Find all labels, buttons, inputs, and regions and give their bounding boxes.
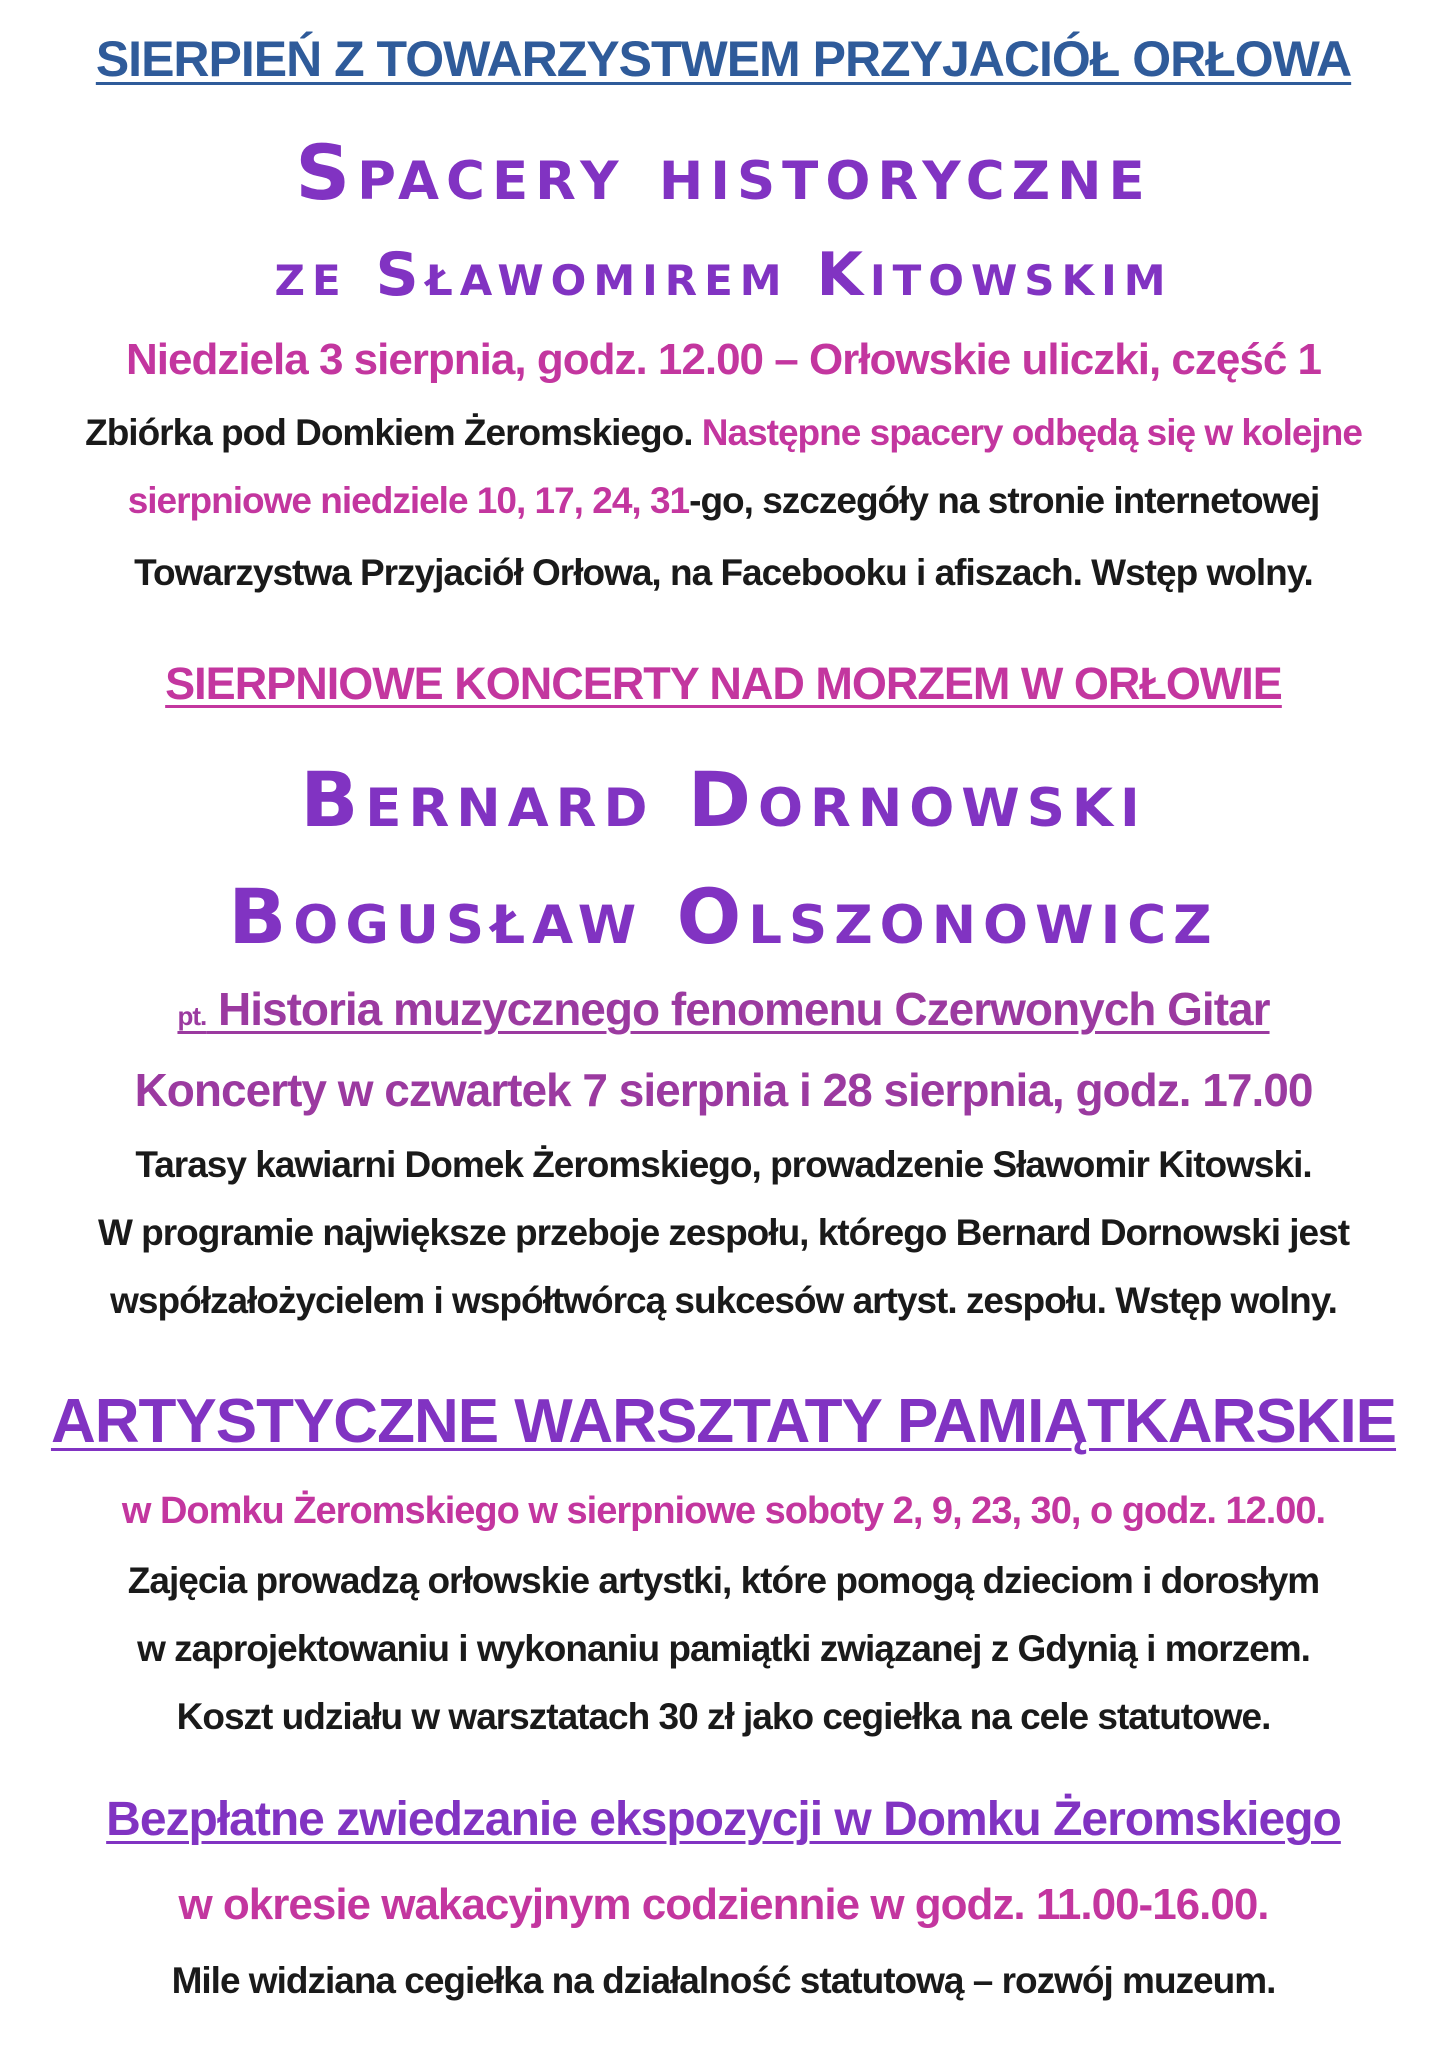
walks-date-line: Niedziela 3 sierpnia, godz. 12.00 – Orłowskie uliczki, część 1 [125, 335, 1321, 384]
workshops-desc-2: w zaprojektowaniu i wykonaniu pamiątki związanej z Gdynią i morzem. [137, 1628, 1310, 1669]
walks-title: Spacery historyczne [295, 128, 1152, 217]
concert-dates: Koncerty w czwartek 7 sierpnia i 28 sierpnia, godz. 17.00 [134, 1064, 1313, 1116]
walks-meeting: Zbiórka pod Domkiem Żeromskiego. [85, 412, 693, 453]
workshops-desc-1: Zajęcia prowadzą orłowskie artystki, które pomogą dzieciom i dorosłym [127, 1560, 1320, 1601]
performer-1: Bernard Dornowski [300, 755, 1147, 844]
concerts-heading: SIERPNIOWE KONCERTY NAD MORZEM W ORŁOWIE [165, 658, 1282, 709]
walks-next-part1: Następne spacery odbędą się w kolejne [701, 412, 1362, 453]
program-title: Historia muzycznego fenomenu Czerwonych Gitar [206, 983, 1270, 1035]
walks-info-line-2 [0, 480, 1447, 522]
workshops-heading: ARTYSTYCZNE WARSZTATY PAMIĄTKARSKIE [50, 1387, 1397, 1456]
program-title-line [0, 982, 1447, 1036]
performer-2: Bogusław Olszonowicz [228, 872, 1219, 961]
pt-prefix: pt. [177, 1001, 207, 1031]
workshops-when: w Domku Żeromskiego w sierpniowe soboty 2, 9, 23, 30, o godz. 12.00. [121, 1490, 1326, 1532]
walks-subtitle: ze Sławomirem Kitowskim [274, 240, 1173, 310]
walks-details-part: -go, szczegóły na stronie internetowej [689, 480, 1320, 521]
poster-title: SIERPIEŃ Z TOWARZYSTWEM PRZYJACIÓŁ ORŁOWA [95, 31, 1352, 87]
walks-info-line-1 [0, 412, 1447, 454]
exhibition-hours: w okresie wakacyjnym codziennie w godz. 11.00-16.00. [178, 1880, 1269, 1929]
concert-desc-3: współzałożycielem i współtwórcą sukcesów artyst. zespołu. Wstęp wolny. [110, 1280, 1337, 1321]
exhibition-note: Mile widziana cegiełka na działalność statutową – rozwój muzeum. [171, 1960, 1276, 2001]
walks-details-line-3: Towarzystwa Przyjaciół Orłowa, na Facebooku i afiszach. Wstęp wolny. [134, 552, 1313, 593]
concert-desc-2: W programie największe przeboje zespołu, którego Bernard Dornowski jest [97, 1212, 1350, 1253]
workshops-desc-3: Koszt udziału w warsztatach 30 zł jako cegiełka na cele statutowe. [176, 1696, 1271, 1737]
walks-next-part2: sierpniowe niedziele 10, 17, 24, 31 [127, 480, 690, 521]
concert-desc-1: Tarasy kawiarni Domek Żeromskiego, prowadzenie Sławomir Kitowski. [135, 1144, 1312, 1185]
exhibition-heading: Bezpłatne zwiedzanie ekspozycji w Domku Żeromskiego [106, 1793, 1341, 1846]
